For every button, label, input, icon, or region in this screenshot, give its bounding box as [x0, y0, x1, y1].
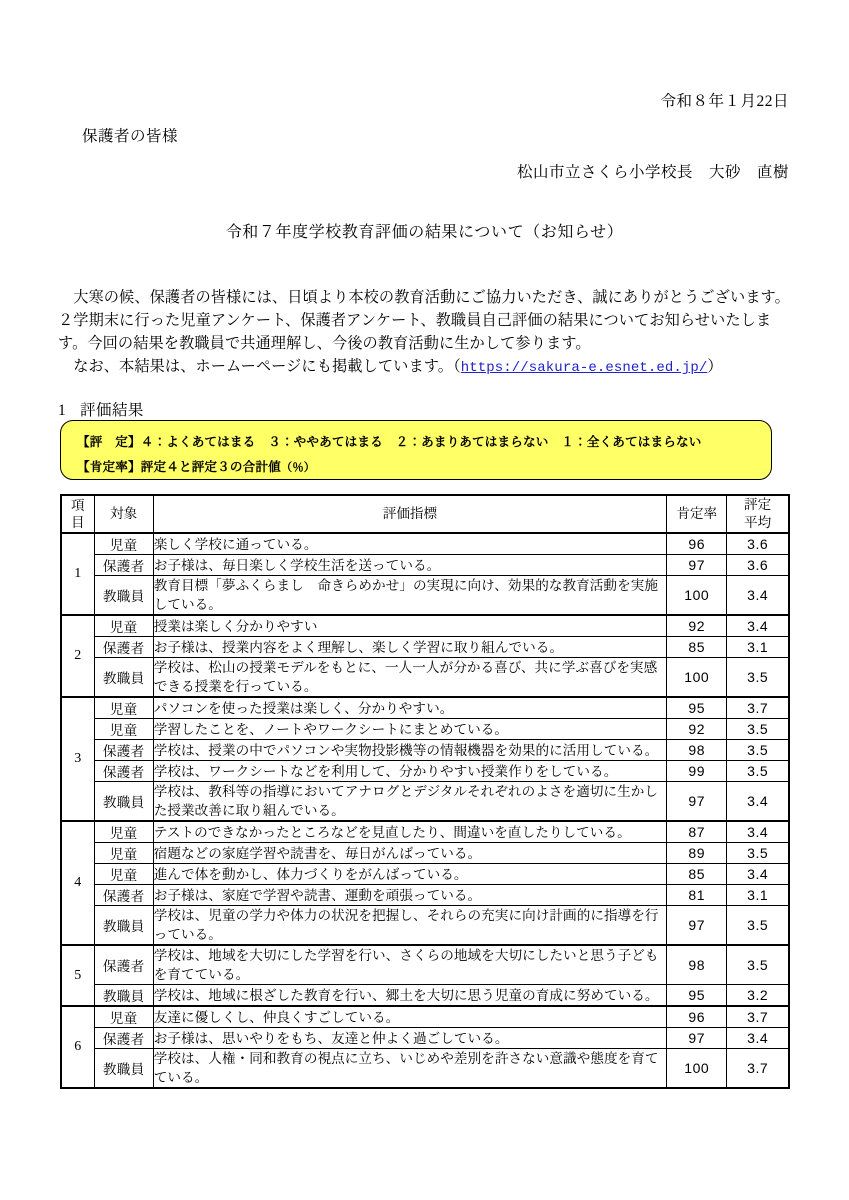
cell-evaluation-index: 学校は、授業の中でパソコンや実物投影機等の情報機器を効果的に活用している。: [153, 740, 666, 761]
cell-item-number: 2: [61, 615, 94, 697]
cell-target: 教職員: [94, 658, 153, 698]
table-row: [61, 821, 789, 843]
cell-evaluation-index: 楽しく学校に通っている。: [153, 533, 666, 555]
cell-positive-rate: 98: [667, 945, 727, 985]
cell-rating-average: 3.5: [727, 740, 789, 761]
cell-evaluation-index: お子様は、授業内容をよく理解し、楽しく学習に取り組んでいる。: [153, 637, 666, 658]
column-header-average-line1: 評定: [744, 497, 772, 512]
table-row: [61, 1049, 789, 1089]
cell-target: 教職員: [94, 906, 153, 946]
document-sender: 松山市立さくら小学校長 大砂 直樹: [516, 164, 789, 181]
table-row: [61, 533, 789, 555]
cell-target: 保護者: [94, 637, 153, 658]
cell-rating-average: 3.6: [727, 555, 789, 576]
body-paragraph-1: 大寒の候、保護者の皆様には、日頃より本校の教育活動にご協力いただき、誠にありがとうございます。２学期末に行った児童アンケート、保護者アンケート、教職員自己評価の結果についてお知らせいたします。今回の結果を教職員で共通理解し、今後の教育活動に生かして参ります。: [58, 289, 790, 352]
column-header-average: [727, 495, 789, 533]
cell-target: 児童: [94, 697, 153, 719]
section-title: 評価結果: [80, 402, 144, 419]
cell-rating-average: 3.7: [727, 1049, 789, 1089]
column-header-index: 評価指標: [153, 495, 666, 533]
cell-target: 児童: [94, 821, 153, 843]
section-number: 1: [58, 402, 67, 419]
school-homepage-link[interactable]: https://sakura-e.esnet.ed.jp/: [460, 360, 708, 376]
cell-target: 保護者: [94, 740, 153, 761]
cell-positive-rate: 81: [667, 885, 727, 906]
cell-rating-average: 3.4: [727, 615, 789, 637]
legend-positive-rate-unit: （％）: [280, 462, 316, 474]
cell-target: 児童: [94, 615, 153, 637]
cell-rating-average: 3.5: [727, 658, 789, 698]
cell-target: 教職員: [94, 576, 153, 616]
table-row: [61, 782, 789, 822]
cell-rating-average: 3.5: [727, 761, 789, 782]
cell-item-number: 1: [61, 533, 94, 615]
table-row: [61, 864, 789, 885]
column-header-rate: 肯定率: [667, 495, 727, 533]
cell-rating-average: 3.1: [727, 885, 789, 906]
legend-positive-rate: [77, 455, 755, 481]
cell-evaluation-index: 学校は、地域に根ざした教育を行い、郷土を大切に思う児童の育成に努めている。: [153, 985, 666, 1007]
table-row: [61, 615, 789, 637]
cell-target: 児童: [94, 719, 153, 740]
legend-rating-scale: 【評 定】４：よくあてはまる ３：ややあてはまる ２：あまりあてはまらない １：全くあてはまらない: [77, 435, 702, 449]
cell-rating-average: 3.5: [727, 945, 789, 985]
cell-evaluation-index: 進んで体を動かし、体力づくりをがんばっている。: [153, 864, 666, 885]
cell-target: 保護者: [94, 1028, 153, 1049]
cell-target: 児童: [94, 864, 153, 885]
cell-positive-rate: 89: [667, 843, 727, 864]
column-header-target: 対象: [94, 495, 153, 533]
cell-target: 教職員: [94, 1049, 153, 1089]
cell-rating-average: 3.7: [727, 697, 789, 719]
cell-item-number: 3: [61, 697, 94, 821]
cell-item-number: 6: [61, 1006, 94, 1088]
cell-evaluation-index: パソコンを使った授業は楽しく、分かりやすい。: [153, 697, 666, 719]
table-row: [61, 555, 789, 576]
table-header: [61, 495, 789, 533]
cell-positive-rate: 85: [667, 637, 727, 658]
document-date: 令和８年１月22日: [660, 93, 789, 110]
cell-positive-rate: 95: [667, 985, 727, 1007]
table-row: [61, 1006, 789, 1028]
cell-rating-average: 3.4: [727, 864, 789, 885]
cell-evaluation-index: 学校は、教科等の指導においてアナログとデジタルそれぞれのよさを適切に生かした授業改善に取り組んでいる。: [153, 782, 666, 822]
cell-rating-average: 3.6: [727, 533, 789, 555]
cell-rating-average: 3.5: [727, 843, 789, 864]
cell-evaluation-index: お子様は、毎日楽しく学校生活を送っている。: [153, 555, 666, 576]
cell-rating-average: 3.4: [727, 782, 789, 822]
cell-target: 児童: [94, 843, 153, 864]
cell-rating-average: 3.4: [727, 1028, 789, 1049]
cell-evaluation-index: 学校は、児童の学力や体力の状況を把握し、それらの充実に向け計画的に指導を行っている。: [153, 906, 666, 946]
cell-evaluation-index: 学校は、人権・同和教育の視点に立ち、いじめや差別を許さない意識や態度を育てている。: [153, 1049, 666, 1089]
cell-rating-average: 3.5: [727, 906, 789, 946]
cell-positive-rate: 100: [667, 1049, 727, 1089]
cell-positive-rate: 100: [667, 658, 727, 698]
table-body: [61, 533, 789, 1088]
cell-evaluation-index: 教育目標「夢ふくらまし 命きらめかせ」の実現に向け、効果的な教育活動を実施している。: [153, 576, 666, 616]
table-row: [61, 740, 789, 761]
cell-positive-rate: 85: [667, 864, 727, 885]
table-row: [61, 761, 789, 782]
cell-rating-average: 3.5: [727, 719, 789, 740]
table-row: [61, 637, 789, 658]
table-row: [61, 885, 789, 906]
cell-evaluation-index: 授業は楽しく分かりやすい: [153, 615, 666, 637]
cell-target: 保護者: [94, 555, 153, 576]
document-addressee: 保護者の皆様: [82, 128, 179, 145]
table-row: [61, 906, 789, 946]
table-row: [61, 697, 789, 719]
legend-positive-rate-main: 【肯定率】評定４と評定３の合計値: [77, 460, 281, 474]
body-paragraph-2-text: なお、本結果は、ホームーページにも掲載しています。（: [73, 358, 461, 375]
column-header-average-line2: 平均: [744, 515, 772, 530]
evaluation-results-table: [60, 494, 790, 1089]
table-row: [61, 985, 789, 1007]
cell-positive-rate: 92: [667, 615, 727, 637]
cell-evaluation-index: お子様は、家庭で学習や読書、運動を頑張っている。: [153, 885, 666, 906]
body-paragraph-2-tail: ）: [707, 358, 723, 375]
cell-positive-rate: 99: [667, 761, 727, 782]
cell-rating-average: 3.4: [727, 576, 789, 616]
rating-legend-box: [60, 420, 772, 480]
cell-evaluation-index: 学習したことを、ノートやワークシートにまとめている。: [153, 719, 666, 740]
cell-positive-rate: 95: [667, 697, 727, 719]
cell-rating-average: 3.4: [727, 821, 789, 843]
cell-target: 保護者: [94, 885, 153, 906]
cell-evaluation-index: 学校は、地域を大切にした学習を行い、さくらの地域を大切にしたいと思う子どもを育てている。: [153, 945, 666, 985]
cell-positive-rate: 98: [667, 740, 727, 761]
table-row: [61, 576, 789, 616]
cell-evaluation-index: お子様は、思いやりをもち、友達と仲よく過ごしている。: [153, 1028, 666, 1049]
table-row: [61, 719, 789, 740]
cell-target: 保護者: [94, 761, 153, 782]
cell-item-number: 5: [61, 945, 94, 1006]
cell-rating-average: 3.7: [727, 1006, 789, 1028]
column-header-item-line2: 目: [70, 515, 85, 530]
cell-evaluation-index: 友達に優しくし、仲良くすごしている。: [153, 1006, 666, 1028]
table-header-row: [61, 495, 789, 533]
column-header-item: [61, 495, 94, 533]
table-row: [61, 945, 789, 985]
cell-target: 児童: [94, 1006, 153, 1028]
cell-target: 児童: [94, 533, 153, 555]
table-row: [61, 658, 789, 698]
cell-positive-rate: 96: [667, 1006, 727, 1028]
cell-target: 教職員: [94, 985, 153, 1007]
table-row: [61, 843, 789, 864]
cell-evaluation-index: 学校は、ワークシートなどを利用して、分かりやすい授業作りをしている。: [153, 761, 666, 782]
column-header-item-line1: 項: [70, 498, 85, 513]
document-title: 令和７年度学校教育評価の結果について（お知らせ）: [225, 224, 624, 241]
cell-evaluation-index: 宿題などの家庭学習や読書を、毎日がんばっている。: [153, 843, 666, 864]
cell-item-number: 4: [61, 821, 94, 945]
cell-evaluation-index: テストのできなかったところなどを見直したり、間違いを直したりしている。: [153, 821, 666, 843]
cell-positive-rate: 92: [667, 719, 727, 740]
cell-positive-rate: 100: [667, 576, 727, 616]
cell-rating-average: 3.1: [727, 637, 789, 658]
document-body: [58, 286, 794, 380]
cell-positive-rate: 96: [667, 533, 727, 555]
cell-positive-rate: 97: [667, 1028, 727, 1049]
cell-evaluation-index: 学校は、松山の授業モデルをもとに、一人一人が分かる喜び、共に学ぶ喜びを実感できる授業を行っている。: [153, 658, 666, 698]
cell-positive-rate: 97: [667, 782, 727, 822]
cell-positive-rate: 87: [667, 821, 727, 843]
table-row: [61, 1028, 789, 1049]
cell-positive-rate: 97: [667, 555, 727, 576]
section-heading: [58, 398, 144, 420]
cell-rating-average: 3.2: [727, 985, 789, 1007]
cell-target: 教職員: [94, 782, 153, 822]
body-paragraph-2: [58, 355, 794, 380]
cell-target: 保護者: [94, 945, 153, 985]
cell-positive-rate: 97: [667, 906, 727, 946]
